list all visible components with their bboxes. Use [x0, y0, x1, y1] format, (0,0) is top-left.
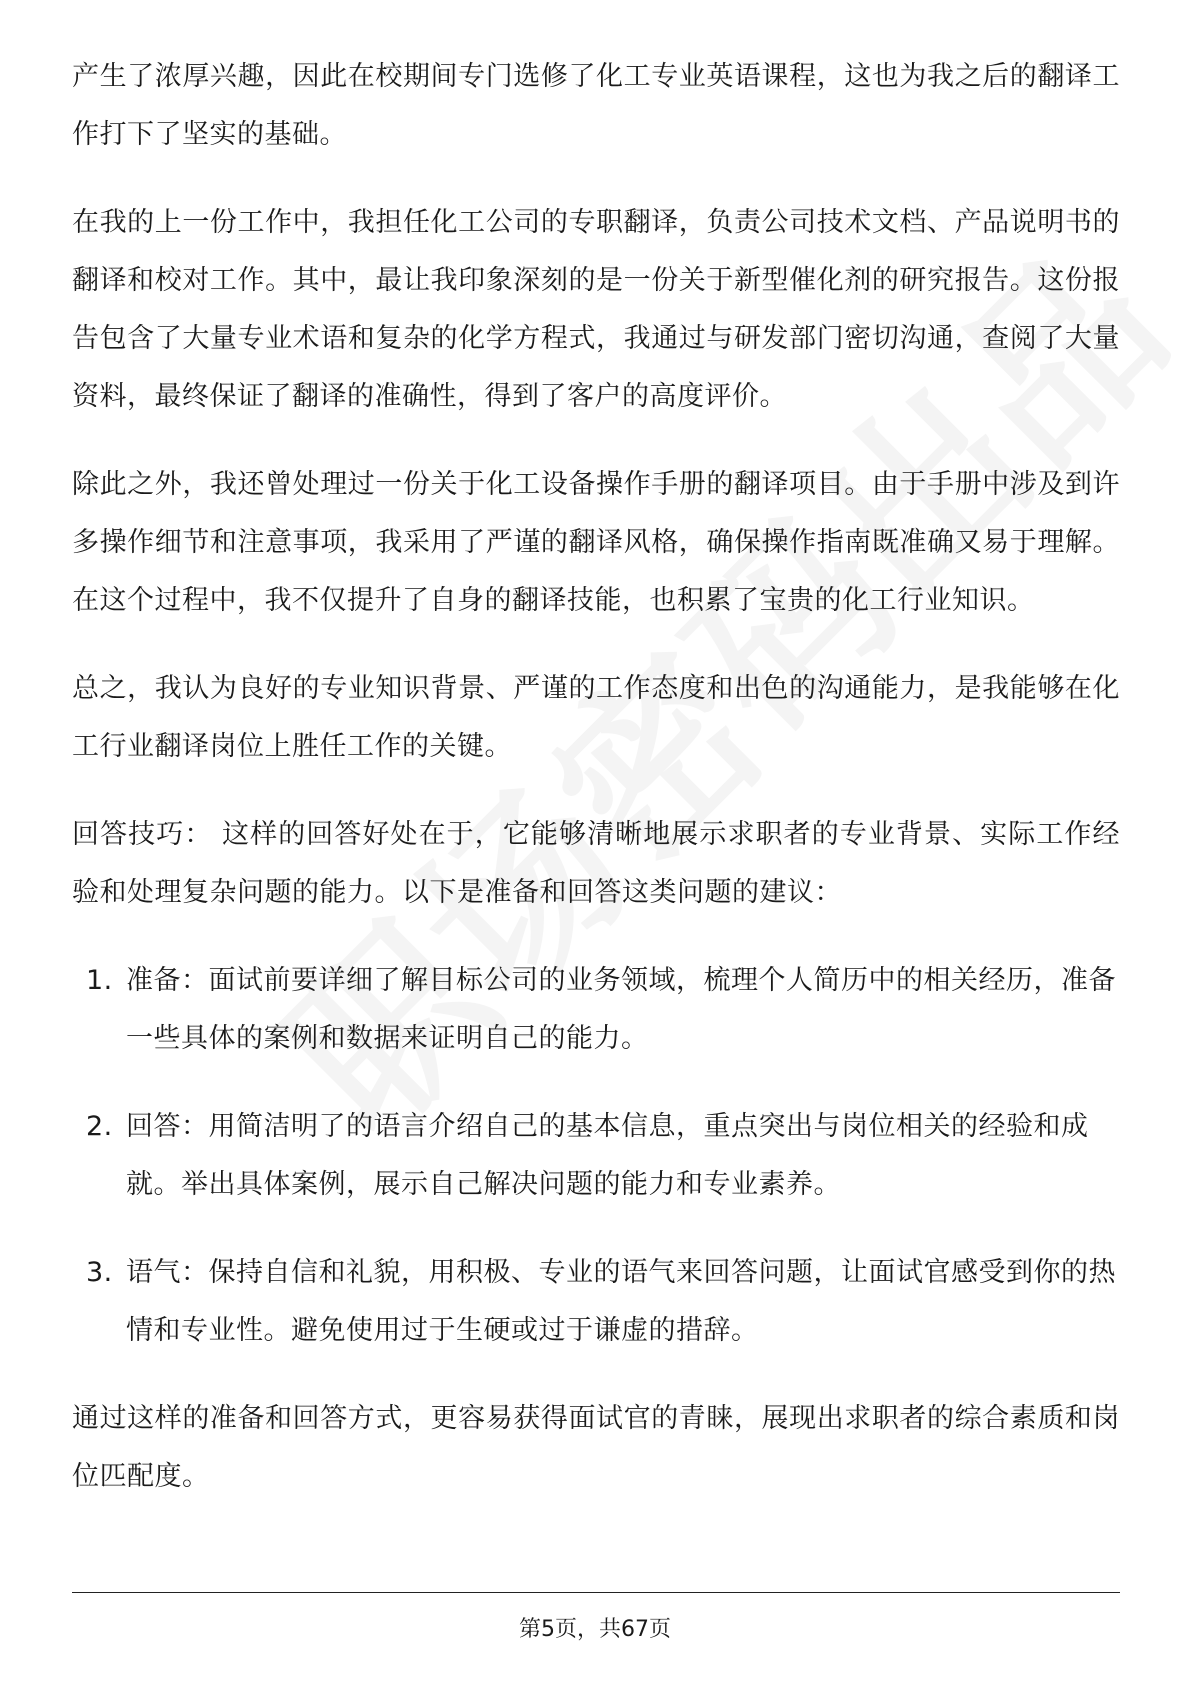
- document-body: [72, 48, 1120, 1536]
- list-number: 2.: [86, 1111, 113, 1142]
- list-item-text: 准备：面试前要详细了解目标公司的业务领域，梳理个人简历中的相关经历，准备一些具体的案例和数据来证明自己的能力。: [126, 965, 1116, 1054]
- paragraph-previous-job: 在我的上一份工作中，我担任化工公司的专职翻译，负责公司技术文档、产品说明书的翻译和校对工作。其中，最让我印象深刻的是一份关于新型催化剂的研究报告。这份报告包含了大量专业术语和复杂的化学方程式，我通过与研发部门密切沟通，查阅了大量资料，最终保证了翻译的准确性，得到了客户的高度评价。: [72, 207, 1120, 412]
- paragraph-summary: 总之，我认为良好的专业知识背景、严谨的工作态度和出色的沟通能力，是我能够在化工行业翻译岗位上胜任工作的关键。: [72, 673, 1120, 762]
- paragraph-answer-tips: 回答技巧： 这样的回答好处在于，它能够清晰地展示求职者的专业背景、实际工作经验和处理复杂问题的能力。以下是准备和回答这类问题的建议：: [72, 819, 1120, 908]
- tips-list: [72, 952, 1120, 1360]
- list-number: 3.: [86, 1257, 113, 1288]
- paragraph-interest: 产生了浓厚兴趣，因此在校期间专门选修了化工专业英语课程，这也为我之后的翻译工作打下了坚实的基础。: [72, 61, 1120, 150]
- paragraph-conclusion: 通过这样的准备和回答方式，更容易获得面试官的青睐，展现出求职者的综合素质和岗位匹配度。: [72, 1403, 1120, 1492]
- list-item: [72, 1098, 1120, 1214]
- list-item: [72, 952, 1120, 1068]
- page-number: 第5页，共67页: [519, 1617, 671, 1642]
- list-item: [72, 1244, 1120, 1360]
- list-item-text: 语气：保持自信和礼貌，用积极、专业的语气来回答问题，让面试官感受到你的热情和专业性。避免使用过于生硬或过于谦虚的措辞。: [126, 1257, 1116, 1346]
- list-item-text: 回答：用简洁明了的语言介绍自己的基本信息，重点突出与岗位相关的经验和成就。举出具体案例，展示自己解决问题的能力和专业素养。: [126, 1111, 1089, 1200]
- list-number: 1.: [86, 965, 113, 996]
- footer-divider: [72, 1592, 1120, 1593]
- paragraph-equipment-manual: 除此之外，我还曾处理过一份关于化工设备操作手册的翻译项目。由于手册中涉及到许多操作细节和注意事项，我采用了严谨的翻译风格，确保操作指南既准确又易于理解。在这个过程中，我不仅提升了自身的翻译技能，也积累了宝贵的化工行业知识。: [72, 469, 1120, 616]
